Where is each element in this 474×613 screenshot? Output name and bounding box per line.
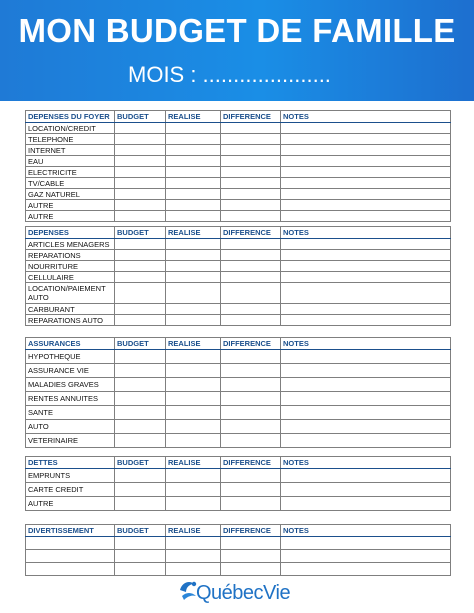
notes-cell[interactable] xyxy=(281,123,451,134)
page-title: MON BUDGET DE FAMILLE xyxy=(18,12,456,49)
realise-cell[interactable] xyxy=(166,378,221,392)
difference-cell[interactable] xyxy=(221,211,281,222)
column-budget: BUDGET xyxy=(115,111,166,123)
budget-table xyxy=(25,337,451,448)
notes-cell[interactable] xyxy=(281,469,451,483)
column-notes: NOTES xyxy=(281,111,451,123)
column-budget: BUDGET xyxy=(115,338,166,350)
table-row xyxy=(26,469,451,483)
quebecvie-logo xyxy=(176,578,306,608)
realise-cell[interactable] xyxy=(166,167,221,178)
difference-cell[interactable] xyxy=(221,200,281,211)
budget-cell[interactable] xyxy=(115,434,166,448)
budget-cell[interactable] xyxy=(115,178,166,189)
row-label: INTERNET xyxy=(26,145,115,156)
table-row xyxy=(26,483,451,497)
realise-cell[interactable] xyxy=(166,261,221,272)
row-label: LOCATION/CREDIT xyxy=(26,123,115,134)
difference-cell[interactable] xyxy=(221,239,281,250)
section-divertissement xyxy=(25,524,451,576)
table-row xyxy=(26,283,451,304)
table-row xyxy=(26,550,451,563)
notes-cell[interactable] xyxy=(281,434,451,448)
notes-cell[interactable] xyxy=(281,178,451,189)
notes-cell[interactable] xyxy=(281,563,451,576)
notes-cell[interactable] xyxy=(281,156,451,167)
difference-cell[interactable] xyxy=(221,304,281,315)
column-budget: BUDGET xyxy=(115,457,166,469)
difference-cell[interactable] xyxy=(221,420,281,434)
budget-cell[interactable] xyxy=(115,272,166,283)
budget-cell[interactable] xyxy=(115,497,166,511)
difference-cell[interactable] xyxy=(221,261,281,272)
section-depenses xyxy=(25,226,451,326)
budget-cell[interactable] xyxy=(115,211,166,222)
section-heading: DEPENSES DU FOYER xyxy=(26,111,115,123)
row-label: TELEPHONE xyxy=(26,134,115,145)
table-row xyxy=(26,378,451,392)
difference-cell[interactable] xyxy=(221,167,281,178)
table-row xyxy=(26,178,451,189)
notes-cell[interactable] xyxy=(281,483,451,497)
notes-cell[interactable] xyxy=(281,304,451,315)
table-row xyxy=(26,434,451,448)
row-label: REPARATIONS xyxy=(26,250,115,261)
realise-cell[interactable] xyxy=(166,550,221,563)
row-label: GAZ NATUREL xyxy=(26,189,115,200)
notes-cell[interactable] xyxy=(281,497,451,511)
difference-cell[interactable] xyxy=(221,550,281,563)
row-label: VETERINAIRE xyxy=(26,434,115,448)
realise-cell[interactable] xyxy=(166,420,221,434)
notes-cell[interactable] xyxy=(281,406,451,420)
table-row xyxy=(26,420,451,434)
notes-cell[interactable] xyxy=(281,420,451,434)
difference-cell[interactable] xyxy=(221,315,281,326)
section-depenses-du-foyer xyxy=(25,110,451,222)
column-difference: DIFFERENCE xyxy=(221,338,281,350)
column-budget: BUDGET xyxy=(115,525,166,537)
row-label: ASSURANCE VIE xyxy=(26,364,115,378)
notes-cell[interactable] xyxy=(281,189,451,200)
budget-cell[interactable] xyxy=(115,392,166,406)
difference-cell[interactable] xyxy=(221,537,281,550)
table-row xyxy=(26,563,451,576)
column-difference: DIFFERENCE xyxy=(221,227,281,239)
difference-cell[interactable] xyxy=(221,497,281,511)
difference-cell[interactable] xyxy=(221,350,281,364)
budget-cell[interactable] xyxy=(115,406,166,420)
section-heading: DIVERTISSEMENT xyxy=(26,525,115,537)
column-realise: REALISE xyxy=(166,227,221,239)
row-label: RENTES ANNUITES xyxy=(26,392,115,406)
realise-cell[interactable] xyxy=(166,211,221,222)
budget-cell[interactable] xyxy=(115,123,166,134)
row-label[interactable] xyxy=(26,537,115,550)
difference-cell[interactable] xyxy=(221,378,281,392)
budget-cell[interactable] xyxy=(115,483,166,497)
realise-cell[interactable] xyxy=(166,392,221,406)
column-notes: NOTES xyxy=(281,457,451,469)
column-difference: DIFFERENCE xyxy=(221,111,281,123)
difference-cell[interactable] xyxy=(221,250,281,261)
budget-cell[interactable] xyxy=(115,283,166,304)
section-heading: DEPENSES xyxy=(26,227,115,239)
budget-cell[interactable] xyxy=(115,167,166,178)
row-label: HYPOTHEQUE xyxy=(26,350,115,364)
row-label: EMPRUNTS xyxy=(26,469,115,483)
table-row xyxy=(26,304,451,315)
column-realise: REALISE xyxy=(166,457,221,469)
realise-cell[interactable] xyxy=(166,134,221,145)
logo-text: QuébecVie xyxy=(196,582,291,604)
table-row xyxy=(26,167,451,178)
difference-cell[interactable] xyxy=(221,406,281,420)
row-label[interactable] xyxy=(26,550,115,563)
difference-cell[interactable] xyxy=(221,392,281,406)
table-row xyxy=(26,406,451,420)
notes-cell[interactable] xyxy=(281,537,451,550)
budget-cell[interactable] xyxy=(115,420,166,434)
realise-cell[interactable] xyxy=(166,200,221,211)
column-notes: NOTES xyxy=(281,227,451,239)
notes-cell[interactable] xyxy=(281,550,451,563)
column-realise: REALISE xyxy=(166,111,221,123)
month-field-label: MOIS : ..................... xyxy=(128,62,331,87)
difference-cell[interactable] xyxy=(221,156,281,167)
table-row xyxy=(26,272,451,283)
row-label: NOURRITURE xyxy=(26,261,115,272)
budget-cell[interactable] xyxy=(115,250,166,261)
table-row xyxy=(26,315,451,326)
table-row xyxy=(26,250,451,261)
realise-cell[interactable] xyxy=(166,364,221,378)
row-label: CARBURANT xyxy=(26,304,115,315)
realise-cell[interactable] xyxy=(166,497,221,511)
column-realise: REALISE xyxy=(166,338,221,350)
row-label: REPARATIONS AUTO xyxy=(26,315,115,326)
row-label: AUTRE xyxy=(26,211,115,222)
notes-cell[interactable] xyxy=(281,167,451,178)
table-row xyxy=(26,134,451,145)
notes-cell[interactable] xyxy=(281,283,451,304)
notes-cell[interactable] xyxy=(281,211,451,222)
column-difference: DIFFERENCE xyxy=(221,525,281,537)
realise-cell[interactable] xyxy=(166,469,221,483)
section-dettes xyxy=(25,456,451,511)
row-label: TV/CABLE xyxy=(26,178,115,189)
realise-cell[interactable] xyxy=(166,239,221,250)
notes-cell[interactable] xyxy=(281,239,451,250)
table-row xyxy=(26,537,451,550)
table-row xyxy=(26,145,451,156)
budget-cell[interactable] xyxy=(115,469,166,483)
difference-cell[interactable] xyxy=(221,145,281,156)
realise-cell[interactable] xyxy=(166,304,221,315)
realise-cell[interactable] xyxy=(166,272,221,283)
row-label: ARTICLES MENAGERS xyxy=(26,239,115,250)
notes-cell[interactable] xyxy=(281,392,451,406)
row-label: AUTRE xyxy=(26,497,115,511)
notes-cell[interactable] xyxy=(281,378,451,392)
table-row xyxy=(26,156,451,167)
budget-cell[interactable] xyxy=(115,156,166,167)
realise-cell[interactable] xyxy=(166,178,221,189)
budget-cell[interactable] xyxy=(115,563,166,576)
row-label: AUTRE xyxy=(26,200,115,211)
row-label: ELECTRICITE xyxy=(26,167,115,178)
section-heading: ASSURANCES xyxy=(26,338,115,350)
table-row xyxy=(26,211,451,222)
section-assurances xyxy=(25,337,451,448)
difference-cell[interactable] xyxy=(221,134,281,145)
difference-cell[interactable] xyxy=(221,469,281,483)
budget-table xyxy=(25,456,451,511)
row-label: EAU xyxy=(26,156,115,167)
budget-cell[interactable] xyxy=(115,350,166,364)
difference-cell[interactable] xyxy=(221,364,281,378)
realise-cell[interactable] xyxy=(166,350,221,364)
notes-cell[interactable] xyxy=(281,261,451,272)
row-label: LOCATION/PAIEMENT AUTO xyxy=(26,283,115,304)
notes-cell[interactable] xyxy=(281,315,451,326)
budget-cell[interactable] xyxy=(115,261,166,272)
budget-cell[interactable] xyxy=(115,537,166,550)
column-budget: BUDGET xyxy=(115,227,166,239)
realise-cell[interactable] xyxy=(166,563,221,576)
budget-cell[interactable] xyxy=(115,364,166,378)
realise-cell[interactable] xyxy=(166,189,221,200)
budget-cell[interactable] xyxy=(115,200,166,211)
realise-cell[interactable] xyxy=(166,315,221,326)
realise-cell[interactable] xyxy=(166,123,221,134)
realise-cell[interactable] xyxy=(166,156,221,167)
column-notes: NOTES xyxy=(281,525,451,537)
notes-cell[interactable] xyxy=(281,134,451,145)
budget-table xyxy=(25,226,451,326)
notes-cell[interactable] xyxy=(281,350,451,364)
realise-cell[interactable] xyxy=(166,145,221,156)
realise-cell[interactable] xyxy=(166,406,221,420)
realise-cell[interactable] xyxy=(166,434,221,448)
difference-cell[interactable] xyxy=(221,123,281,134)
table-row xyxy=(26,392,451,406)
realise-cell[interactable] xyxy=(166,483,221,497)
column-notes: NOTES xyxy=(281,338,451,350)
table-row xyxy=(26,123,451,134)
table-row xyxy=(26,189,451,200)
difference-cell[interactable] xyxy=(221,434,281,448)
table-row xyxy=(26,200,451,211)
realise-cell[interactable] xyxy=(166,250,221,261)
notes-cell[interactable] xyxy=(281,200,451,211)
table-row xyxy=(26,239,451,250)
budget-cell[interactable] xyxy=(115,304,166,315)
row-label: SANTE xyxy=(26,406,115,420)
notes-cell[interactable] xyxy=(281,364,451,378)
table-row xyxy=(26,497,451,511)
notes-cell[interactable] xyxy=(281,250,451,261)
column-realise: REALISE xyxy=(166,525,221,537)
budget-cell[interactable] xyxy=(115,134,166,145)
difference-cell[interactable] xyxy=(221,178,281,189)
budget-cell[interactable] xyxy=(115,550,166,563)
notes-cell[interactable] xyxy=(281,272,451,283)
column-difference: DIFFERENCE xyxy=(221,457,281,469)
row-label[interactable] xyxy=(26,563,115,576)
row-label: CARTE CREDIT xyxy=(26,483,115,497)
difference-cell[interactable] xyxy=(221,563,281,576)
table-row xyxy=(26,261,451,272)
budget-cell[interactable] xyxy=(115,378,166,392)
difference-cell[interactable] xyxy=(221,272,281,283)
header-banner xyxy=(0,0,474,101)
realise-cell[interactable] xyxy=(166,283,221,304)
notes-cell[interactable] xyxy=(281,145,451,156)
realise-cell[interactable] xyxy=(166,537,221,550)
budget-cell[interactable] xyxy=(115,189,166,200)
budget-cell[interactable] xyxy=(115,239,166,250)
budget-table xyxy=(25,524,451,576)
budget-cell[interactable] xyxy=(115,315,166,326)
row-label: AUTO xyxy=(26,420,115,434)
difference-cell[interactable] xyxy=(221,283,281,304)
row-label: MALADIES GRAVES xyxy=(26,378,115,392)
budget-cell[interactable] xyxy=(115,145,166,156)
difference-cell[interactable] xyxy=(221,483,281,497)
table-row xyxy=(26,364,451,378)
difference-cell[interactable] xyxy=(221,189,281,200)
section-heading: DETTES xyxy=(26,457,115,469)
table-row xyxy=(26,350,451,364)
budget-table xyxy=(25,110,451,222)
row-label: CELLULAIRE xyxy=(26,272,115,283)
